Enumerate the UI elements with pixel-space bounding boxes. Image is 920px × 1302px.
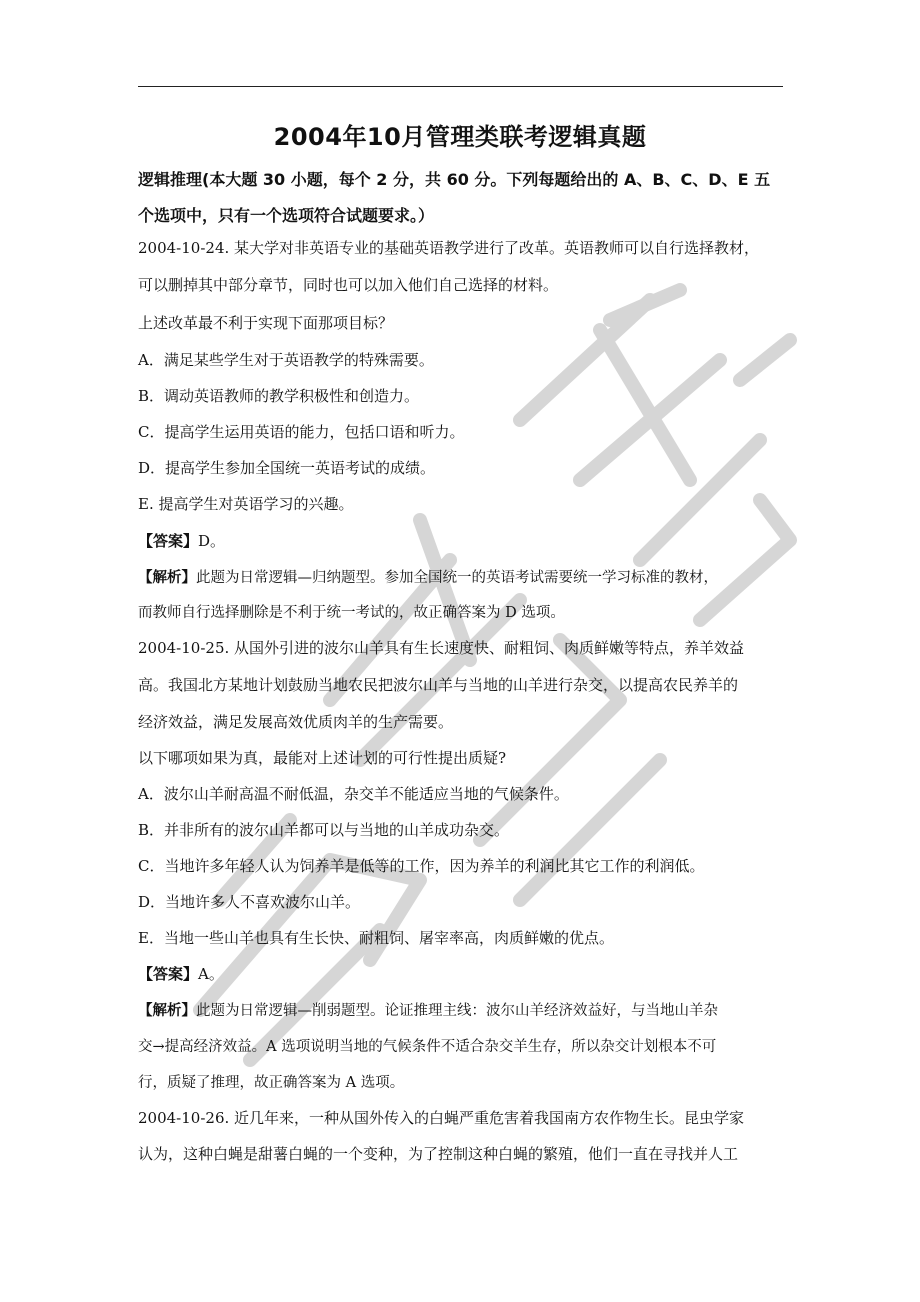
q24-analysis-line-1	[138, 568, 788, 588]
analysis-tag: 【解析】	[138, 569, 196, 586]
q25-analysis-line-3: 行，质疑了推理，故正确答案为 A 选项。	[138, 1075, 405, 1091]
q24-answer	[138, 531, 788, 551]
q25-option-c: C．当地许多年轻人认为饲养羊是低等的工作，因为养羊的利润比其它工作的利润低。	[138, 857, 705, 875]
q25-option-a: A．波尔山羊耐高温不耐低温，杂交羊不能适应当地的气候条件。	[138, 785, 569, 803]
q24-option-b: B．调动英语教师的教学积极性和创造力。	[138, 387, 420, 405]
q24-stem-line-2: 可以删掉其中部分章节，同时也可以加入他们自己选择的材料。	[138, 276, 559, 294]
analysis-tag: 【解析】	[138, 1002, 196, 1019]
q24-option-c: C．提高学生运用英语的能力，包括口语和听力。	[138, 423, 465, 441]
q24-stem-line-1: 2004-10-24. 某大学对非英语专业的基础英语教学进行了改革。英语教师可以自行选择教材，	[138, 239, 760, 257]
q25-analysis-line-1	[138, 1001, 788, 1021]
page-title: 2004年10月管理类联考逻辑真题	[273, 123, 647, 151]
q24-option-a: A．满足某些学生对于英语教学的特殊需要。	[138, 351, 434, 369]
answer-value: D。	[198, 532, 226, 550]
q25-question: 以下哪项如果为真，最能对上述计划的可行性提出质疑?	[138, 749, 507, 767]
q25-stem-line-2: 高。我国北方某地计划鼓励当地农民把波尔山羊与当地的山羊进行杂交，以提高农民养羊的	[138, 676, 739, 694]
analysis-text: 此题为日常逻辑—归纳题型。参加全国统一的英语考试需要统一学习标准的教材，	[196, 570, 718, 586]
q25-option-d: D．当地许多人不喜欢波尔山羊。	[138, 893, 361, 911]
q24-option-e: E. 提高学生对英语学习的兴趣。	[138, 495, 354, 513]
q24-analysis-line-2: 而教师自行选择删除是不利于统一考试的，故正确答案为 D 选项。	[138, 605, 565, 621]
q24-option-d: D．提高学生参加全国统一英语考试的成绩。	[138, 459, 436, 477]
q25-option-b: B．并非所有的波尔山羊都可以与当地的山羊成功杂交。	[138, 821, 510, 839]
answer-value: A。	[198, 965, 224, 983]
answer-tag: 【答案】	[138, 532, 199, 550]
analysis-text: 此题为日常逻辑—削弱题型。论证推理主线：波尔山羊经济效益好，与当地山羊杂	[196, 1003, 718, 1019]
q26-stem-line-2: 认为，这种白蝇是甜薯白蝇的一个变种，为了控制这种白蝇的繁殖，他们一直在寻找并人工	[138, 1145, 739, 1163]
q25-stem-line-1: 2004-10-25. 从国外引进的波尔山羊具有生长速度快、耐粗饲、肉质鲜嫩等特点，养羊效益	[138, 639, 745, 657]
header-rule	[138, 86, 783, 87]
q25-answer	[138, 964, 788, 984]
answer-tag: 【答案】	[138, 965, 199, 983]
section-intro: 逻辑推理(本大题 30 小题，每个 2 分，共 60 分。下列每题给出的 A、B、C、D、E 五个选项中，只有一个选项符合试题要求。）	[138, 170, 771, 225]
q25-stem-line-3: 经济效益，满足发展高效优质肉羊的生产需要。	[138, 713, 454, 731]
q24-question: 上述改革最不利于实现下面那项目标？	[138, 314, 394, 332]
q25-option-e: E．当地一些山羊也具有生长快、耐粗饲、屠宰率高，肉质鲜嫩的优点。	[138, 929, 614, 947]
q25-analysis-line-2: 交→提高经济效益。A 选项说明当地的气候条件不适合杂交羊生存，所以杂交计划根本不可	[138, 1039, 717, 1055]
q26-stem-line-1: 2004-10-26. 近几年来，一种从国外传入的白蝇严重危害着我国南方农作物生长。昆虫学家	[138, 1109, 745, 1127]
